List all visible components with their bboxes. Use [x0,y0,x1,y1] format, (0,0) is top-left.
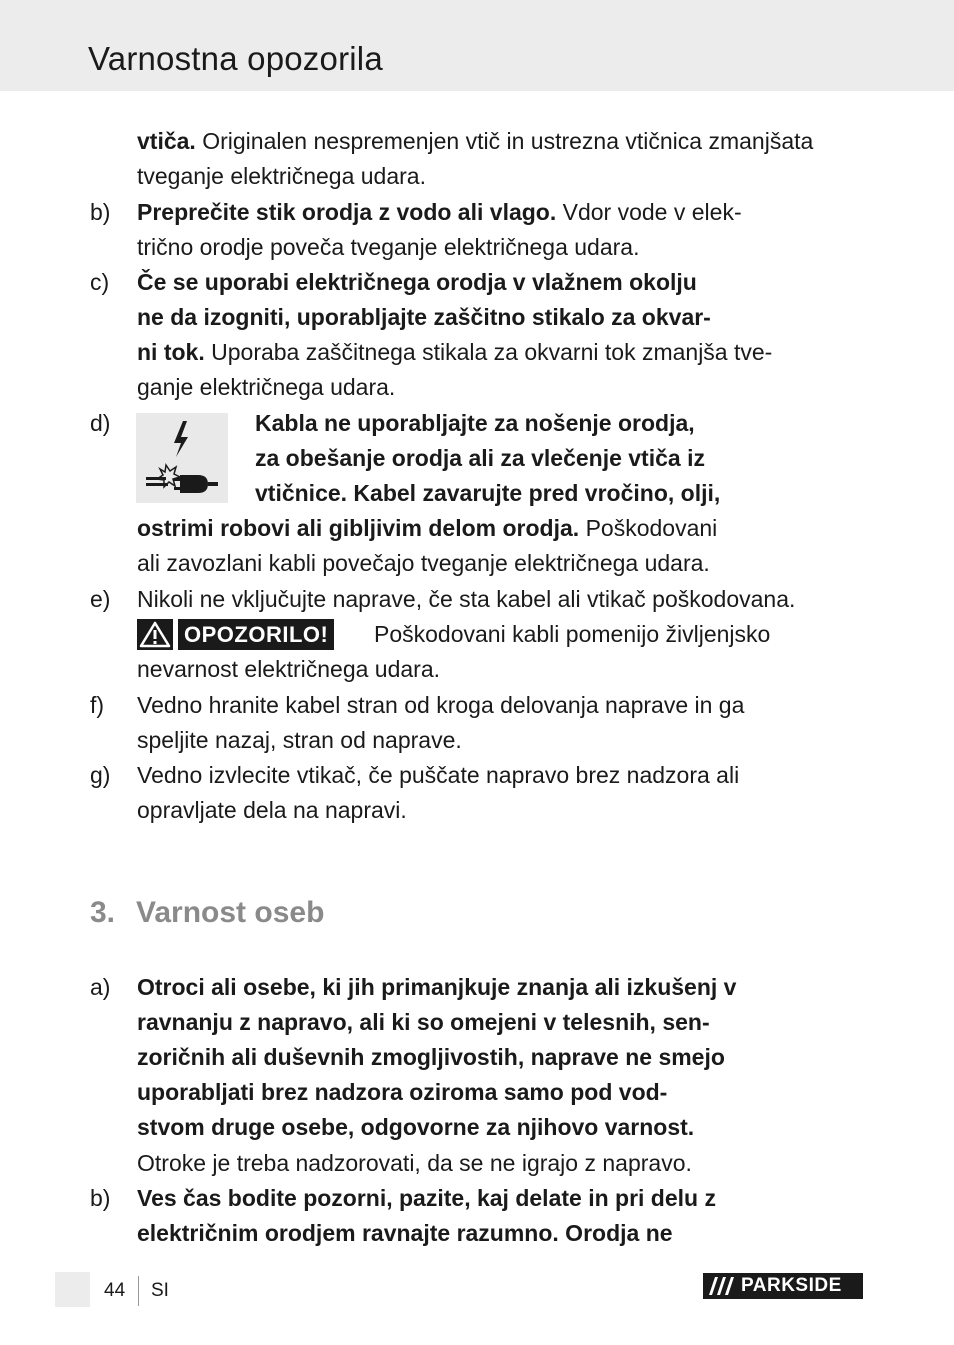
footer-marker [55,1272,90,1307]
item-label: g) [90,762,111,788]
text-line: vtičnice. Kabel zavarujte pred vročino, olji, [255,480,721,506]
item-label: a) [90,974,111,1000]
item-label: e) [90,586,111,612]
text-line: ni tok. Uporaba zaščitnega stikala za okvarni tok zmanjša tve- [137,339,773,365]
text-line: ravnanju z napravo, ali ki so omejeni v telesnih, sen- [137,1009,710,1035]
page-title: Varnostna opozorila [88,40,383,77]
warning-block [137,619,334,650]
text-line: Ves čas bodite pozorni, pazite, kaj delate in pri delu z [137,1185,716,1211]
text-line: za obešanje orodja ali za vlečenje vtiča iz [255,445,705,471]
item-label: b) [90,1185,111,1211]
text-line: Otroke je treba nadzorovati, da se ne igrajo z napravo. [137,1150,692,1176]
section-heading: 3. Varnost oseb [90,896,325,929]
language-code: SI [151,1280,169,1301]
brand-stripes-icon [703,1273,737,1299]
text-line: vtiča. Originalen nespremenjen vtič in ustrezna vtičnica zmanjšata [137,128,814,154]
item-label: d) [90,410,111,436]
item-label: f) [90,692,105,718]
text-line: Kabla ne uporabljajte za nošenje orodja, [255,410,695,436]
text-line: Vedno hranite kabel stran od kroga delovanja naprave in ga [137,692,745,718]
text-line: Vedno izvlecite vtikač, če puščate napravo brez nadzora ali [137,762,740,788]
text-line: trično orodje poveča tveganje električnega udara. [137,234,640,260]
warning-badge: OPOZORILO! [178,619,334,650]
brand-logo [703,1273,863,1299]
text-line: uporabljati brez nadzora oziroma samo pod vod- [137,1079,668,1105]
item-label: b) [90,199,111,225]
text-line: ostrimi robovi ali gibljivim delom orodja. Poškodovani [137,515,718,541]
footer-divider [138,1276,139,1306]
text-line: Če se uporabi električnega orodja v vlažnem okolju [137,269,697,295]
text-line: nevarnost električnega udara. [137,656,441,682]
text-line: Preprečite stik orodja z vodo ali vlago. Vdor vode v elek- [137,199,742,225]
text-line: električnim orodjem ravnajte razumno. Orodja ne [137,1220,673,1246]
text-line: stvom druge osebe, odgovorne za njihovo varnost. [137,1114,695,1140]
electric-shock-plug-icon [136,413,228,503]
warning-triangle-icon [137,619,173,650]
text-line: zoričnih ali duševnih zmogljivostih, naprave ne smejo [137,1044,725,1070]
text-line: tveganje električnega udara. [137,163,426,189]
page-number: 44 [104,1280,126,1301]
text-line: Poškodovani kabli pomenijo življenjsko [374,621,771,647]
brand-name: PARKSIDE [741,1275,842,1296]
text-line: speljite nazaj, stran od naprave. [137,727,462,753]
text-line: ali zavozlani kabli povečajo tveganje električnega udara. [137,550,710,576]
text-line: opravljate dela na napravi. [137,797,407,823]
text-line: Nikoli ne vključujte naprave, če sta kabel ali vtikač poškodovana. [137,586,796,612]
text-line: ganje električnega udara. [137,374,396,400]
text-line: ne da izogniti, uporabljajte zaščitno stikalo za okvar- [137,304,711,330]
text-line: Otroci ali osebe, ki jih primanjkuje znanja ali izkušenj v [137,974,737,1000]
item-label: c) [90,269,110,295]
